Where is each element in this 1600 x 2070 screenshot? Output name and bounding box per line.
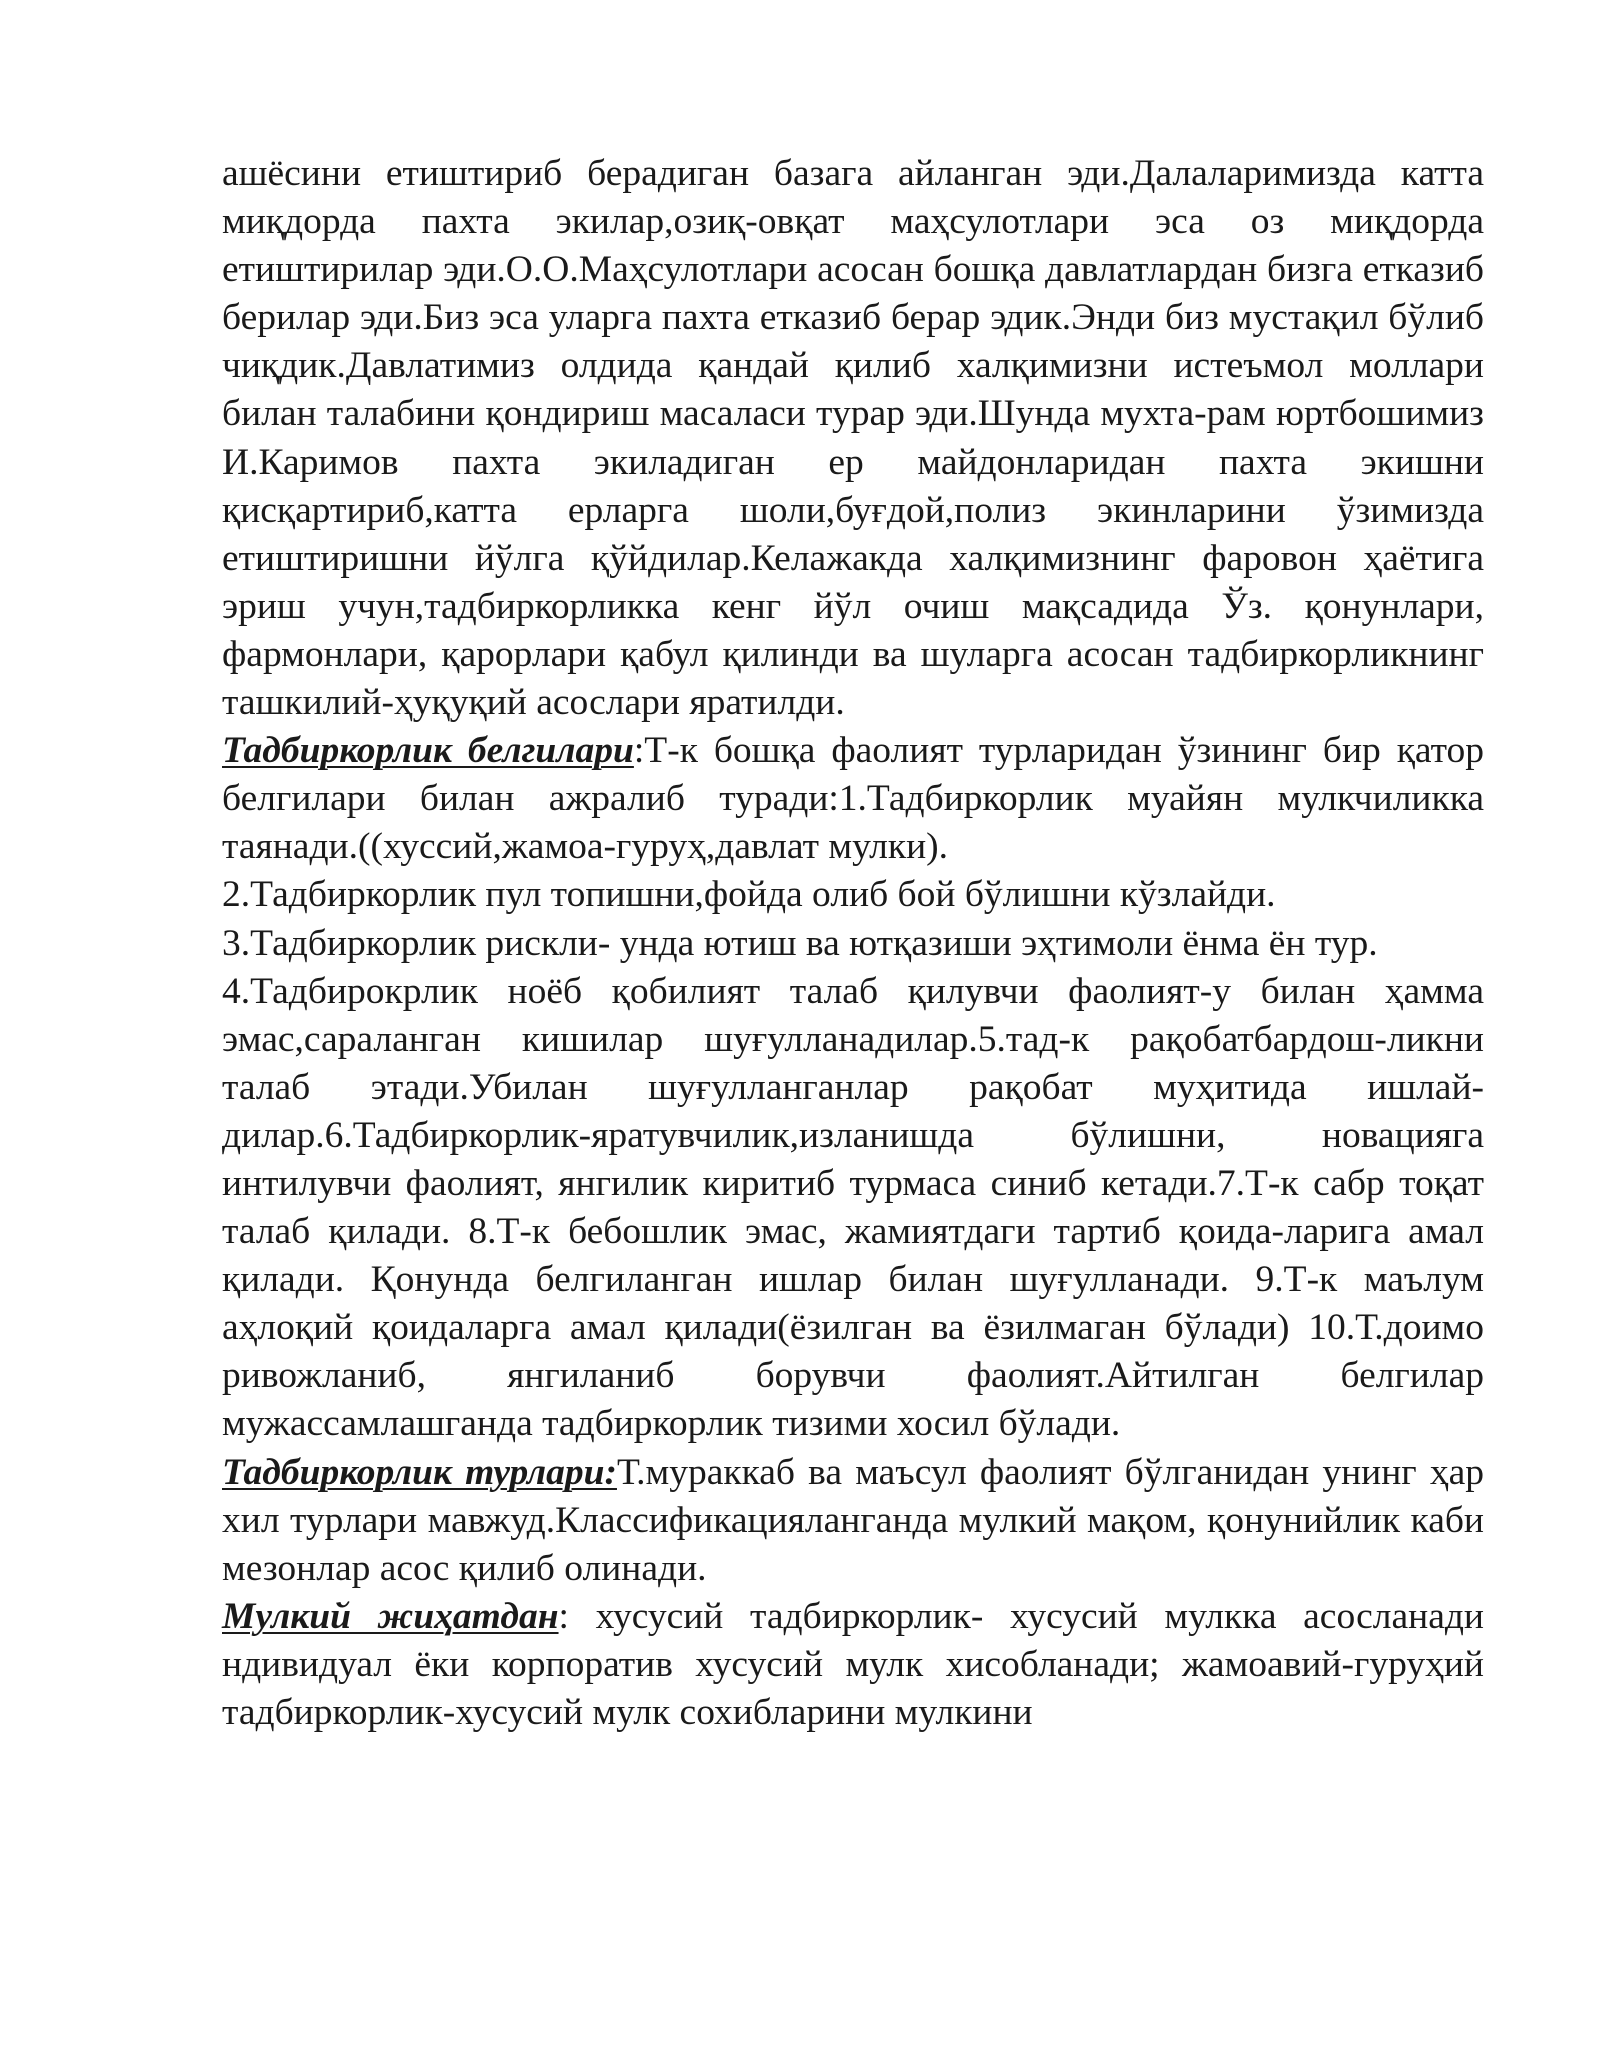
paragraph-text: : хусусий тадбиркорлик- хусусий мулкка асосланади ндивидуал ёки корпоратив хусусий мулк хисобланади; жамоавий-гуруҳий тадбиркорлик-хусусий мулк сохибларини мулкини xyxy=(222,1595,1484,1733)
paragraph-items-4-10 xyxy=(222,968,1484,1449)
paragraph-text: Т.мураккаб ва маъсул фаолият бўлганидан унинг ҳар хил турлари мавжуд.Классификацияланганда мулкий мақом, қонунийлик каби мезонлар асос қилиб олинади. xyxy=(222,1451,1485,1589)
paragraph-text: ашёсини етиштириб берадиган базага айланган эди.Далаларимизда катта миқдорда пахта экилар,озиқ-овқат маҳсулотлари эса оз миқдорда етиштирилар эди.О.О.Маҳсулотлари асосан бошқа давлатлардан бизга етказиб берилар эди.Биз эса уларга пахта етказиб берар эдик.Энди биз мустақил бўлиб чиқдик.Давлатимиз олдида қандай қилиб халқимизни истеъмол моллари билан талабини қондириш масаласи турар эди.Шунда мухта-рам юртбошимиз И.Каримов пахта экиладиган ер майдонларидан пахта экишни қисқартириб,катта ерларга шоли,буғдой,полиз экинларини ўзимизда етиштиришни йўлга қўйдилар.Келажакда халқимизнинг фаровон ҳаётига эриш учун,тадбиркорликка кенг йўл очиш мақсадида Ўз. қонунлари, фармонлари, қарорлари қабул қилинди ва шуларга асосан тадбиркорликнинг ташкилий-ҳуқуқий асослари яратилди. xyxy=(222,153,1484,724)
paragraph-text: 4.Тадбирокрлик ноёб қобилият талаб қилувчи фаолият-у билан ҳамма эмас,сараланган кишилар шуғулланадилар.5.тад-к рақобатбардош-ликни талаб этади.Убилан шуғулланганлар рақобат муҳитида ишлай-дилар.6.Тадбиркорлик-яратувчилик,изланишда бўлишни, новацияга интилувчи фаолият, янгилик киритиб турмаса синиб кетади.7.Т-к сабр тоқат талаб қилади. 8.Т-к бебошлик эмас, жамиятдаги тартиб қоида-ларига амал қилади. Қонунда белгиланган ишлар билан шуғулланади. 9.Т-к маълум аҳлоқий қоидаларга амал қилади(ёзилган ва ёзилмаган бўлади) 10.Т.доимо ривожланиб, янгиланиб борувчи фаолият.Айтилган белгилар мужассамлашганда тадбиркорлик тизими хосил бўлади. xyxy=(222,970,1484,1445)
paragraph-intro xyxy=(222,150,1484,727)
paragraph-item-3 xyxy=(222,920,1484,968)
section-heading-property: Мулкий жиҳатдан xyxy=(222,1595,559,1637)
paragraph-text: 2.Тадбиркорлик пул топишни,фойда олиб бой бўлишни кўзлайди. xyxy=(222,874,1276,916)
section-heading-features: Тадбиркорлик белгилари xyxy=(222,730,634,772)
document-page xyxy=(222,150,1484,1737)
paragraph-text: 3.Тадбиркорлик рискли- унда ютиш ва ютқазиши эҳтимоли ёнма ён тур. xyxy=(222,922,1378,964)
paragraph-features xyxy=(222,727,1484,871)
paragraph-types xyxy=(222,1449,1484,1593)
paragraph-text: :Т-к бошқа фаолият турларидан ўзининг бир қатор белгилари билан ажралиб туради:1.Тадбиркорлик муайян мулкчиликка таянади.((хуссий,жамоа-гуруҳ,давлат мулки). xyxy=(222,730,1484,868)
paragraph-property xyxy=(222,1593,1484,1737)
paragraph-item-2 xyxy=(222,871,1484,919)
section-heading-types: Тадбиркорлик турлари: xyxy=(222,1451,617,1493)
